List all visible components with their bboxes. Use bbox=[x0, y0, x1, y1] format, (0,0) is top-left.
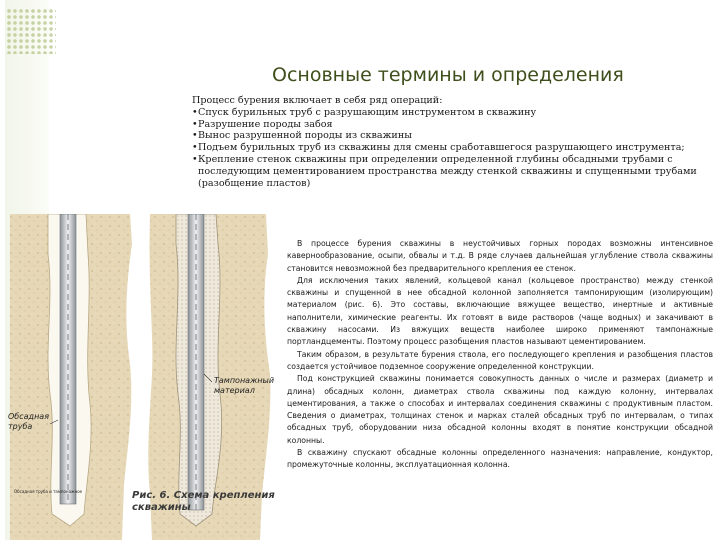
operation-item bbox=[192, 142, 712, 154]
figure-caption: Рис. 6. Схема крепления скважины bbox=[132, 490, 275, 513]
paragraph: В скважину спускают обсадные колонны определенного назначения: направление, кондуктор, промежуточные колонны, эксплуатационная колонна. bbox=[287, 448, 713, 470]
casing-label: Обсадная труба bbox=[8, 412, 50, 431]
paragraph: В процессе бурения скважины в неустойчивых горных породах возможны интенсивное кавернообразование, осыпи, обвалы и т.д. В ряде случаев дальнейшая углубление ствола скважины становится невозможной без предварительного крепления ее стенок. bbox=[287, 239, 713, 273]
operation-item bbox=[192, 154, 712, 189]
operation-item bbox=[192, 130, 712, 142]
dot-pattern-decoration bbox=[6, 8, 56, 54]
body-text bbox=[287, 238, 713, 472]
bullet-icon: • bbox=[192, 142, 198, 154]
bullet-icon: • bbox=[192, 118, 198, 130]
bullet-icon: • bbox=[192, 153, 198, 165]
paragraph: Под конструкцией скважины понимается совокупность данных о числе и размерах (диаметр и длина) обсадных колонн, диаметрах ствола скважины под каждую колонну, интервалах цементирования, а также о способах и интервалах соединения скважины с продуктивным пластом. Сведения о диаметрах, толщинах стенок и марках сталей обсадных труб по интервалам, о типах обсадных труб, оборудовании низа обсадной колонны входят в понятие конструкции обсадной колонны. bbox=[287, 374, 713, 445]
operation-item bbox=[192, 119, 712, 131]
operation-text: Вынос разрушенной породы из скважины bbox=[198, 130, 412, 142]
operation-text: Спуск бурильных труб с разрушающим инструментом в скважину bbox=[198, 106, 537, 118]
paragraph: Таким образом, в результате бурения ствола, его последующего крепления и разобщения пластов создается устойчивое подземное сооружение определенной конструкции. bbox=[287, 349, 713, 371]
cement-label: Тампонажный материал bbox=[214, 376, 275, 395]
operation-text: Разрушение породы забоя bbox=[198, 118, 333, 130]
bullet-icon: • bbox=[192, 130, 198, 142]
operation-text: Подъем бурильных труб из скважины для смены сработавшегося разрушающего инструмента; bbox=[198, 142, 685, 154]
slide-title: Основные термины и определения bbox=[272, 64, 624, 86]
bullet-icon: • bbox=[192, 106, 198, 118]
small-diagram-label: Обсадная труба и тампонажное bbox=[14, 489, 83, 494]
operation-item bbox=[192, 107, 712, 119]
operations-intro: Процесс бурения включает в себя ряд операций: bbox=[192, 95, 443, 106]
paragraph: Для исключения таких явлений, кольцевой канал (кольцевое пространство) между стенкой скважины и спущенной в нее обсадной колонной заполняется тампонирующим (изолирующим) материалом (рис. 6). Это составы, включающие вяжущее вещество, инертные и активные наполнители, химические реагенты. Их готовят в виде растворов (чаще водных) и закачивают в скважину насосами. Из вяжущих веществ наиболее широко применяют тампонажные портландцементы. Поэтому процесс разобщения пластов называют цементированием. bbox=[287, 275, 713, 347]
operation-text: Крепление стенок скважины при определении определенной глубины обсадными трубами с последующим цементированием пространства между стенкой скважины и спущенными трубами (разобщение пластов) bbox=[198, 153, 697, 189]
operations-block bbox=[192, 95, 712, 189]
